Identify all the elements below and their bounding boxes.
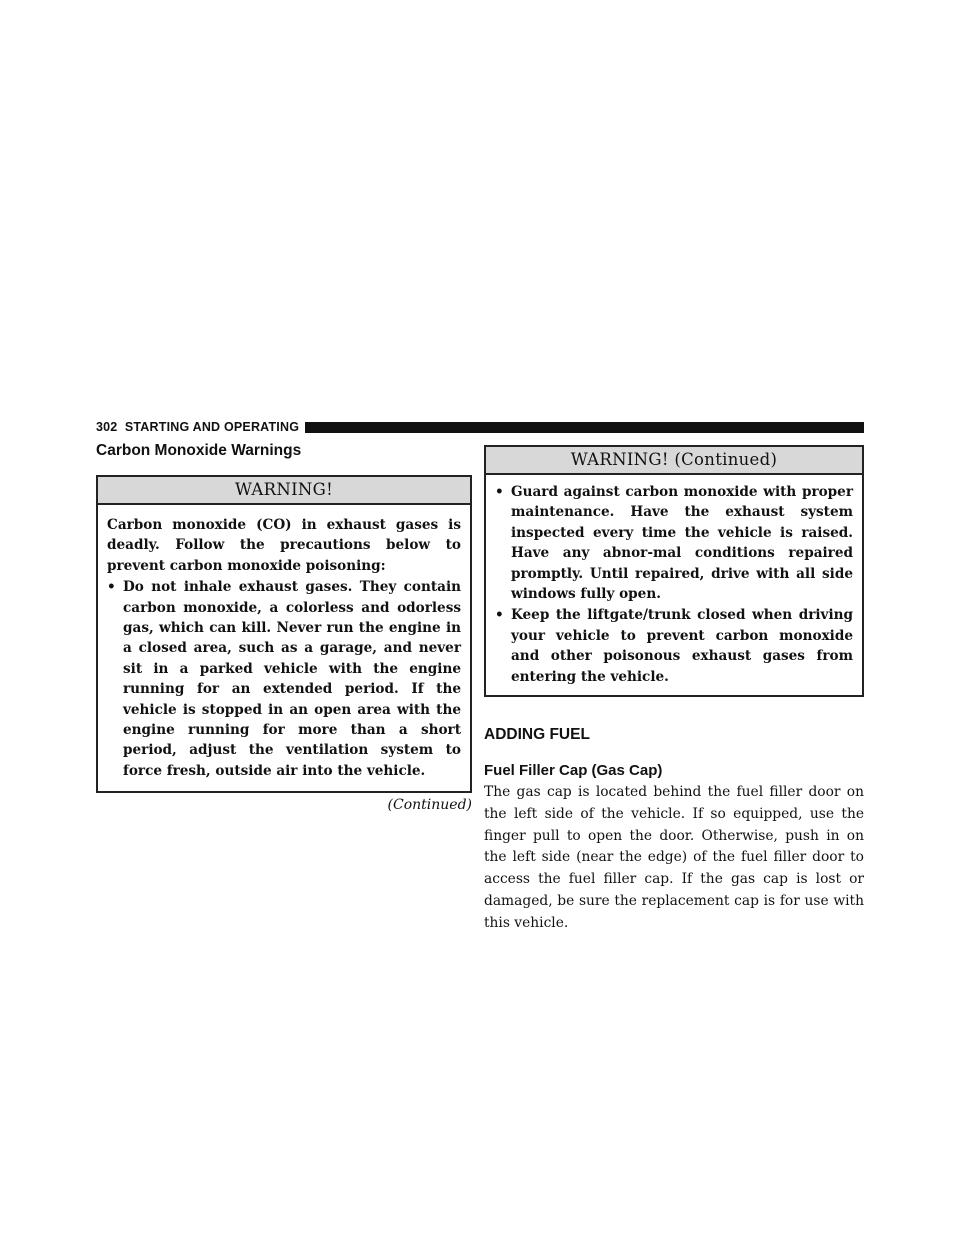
- adding-fuel-heading: ADDING FUEL: [484, 726, 590, 744]
- bullet-text: Keep the liftgate/trunk closed when driving your vehicle to prevent carbon monoxide and other poisonous exhaust gases from entering the vehicle.: [511, 607, 853, 685]
- warning-continued-box: [484, 445, 864, 697]
- bullet-dot-icon: •: [495, 607, 504, 624]
- left-column: [96, 441, 472, 813]
- page-number: 302: [96, 420, 118, 434]
- warning-bullet: [495, 482, 853, 604]
- bullet-dot-icon: •: [107, 579, 116, 596]
- fuel-filler-paragraph: The gas cap is located behind the fuel filler door on the left side of the vehicle. If so equipped, use the finger pull to open the door. Otherwise, push in on the left side (near the edge) of the fuel filler door to access the fuel filler cap. If the gas cap is lost or damaged, be sure the replacement cap is for use with this vehicle.: [484, 784, 864, 931]
- warning-body: [98, 505, 470, 791]
- carbon-monoxide-heading: Carbon Monoxide Warnings: [96, 442, 302, 459]
- warning-bullet: [495, 605, 853, 687]
- header-rule: [305, 422, 864, 433]
- warning-intro: Carbon monoxide (CO) in exhaust gases is deadly. Follow the precautions below to prevent carbon monoxide poisoning:: [107, 517, 461, 574]
- page-header: [96, 419, 864, 435]
- fuel-filler-cap-heading: Fuel Filler Cap (Gas Cap): [484, 762, 663, 780]
- header-text: [96, 420, 305, 434]
- warning-title: WARNING!: [98, 477, 470, 505]
- warning-continued-body: [486, 475, 862, 695]
- warning-continued-title: WARNING! (Continued): [486, 447, 862, 475]
- right-column: [484, 445, 864, 935]
- bullet-text: Guard against carbon monoxide with proper maintenance. Have the exhaust system inspected every time the vehicle is raised. Have any abnor-mal conditions repaired promptly. Until repaired, drive with all side windows fully open.: [511, 484, 853, 603]
- section-title: STARTING AND OPERATING: [124, 420, 300, 434]
- bullet-dot-icon: •: [495, 484, 504, 500]
- bullet-text: Do not inhale exhaust gases. They contain carbon monoxide, a colorless and odorless gas, which can kill. Never run the engine in a closed area, such as a garage, and never sit in a parked vehicle with the engine running for an extended period. If the vehicle is stopped in an open area with the engine running for more than a short period, adjust the ventilation system to force fresh, outside air into the vehicle.: [123, 579, 461, 779]
- warning-bullet: [107, 577, 461, 781]
- warning-box: [96, 475, 472, 793]
- continued-label: (Continued): [387, 797, 472, 814]
